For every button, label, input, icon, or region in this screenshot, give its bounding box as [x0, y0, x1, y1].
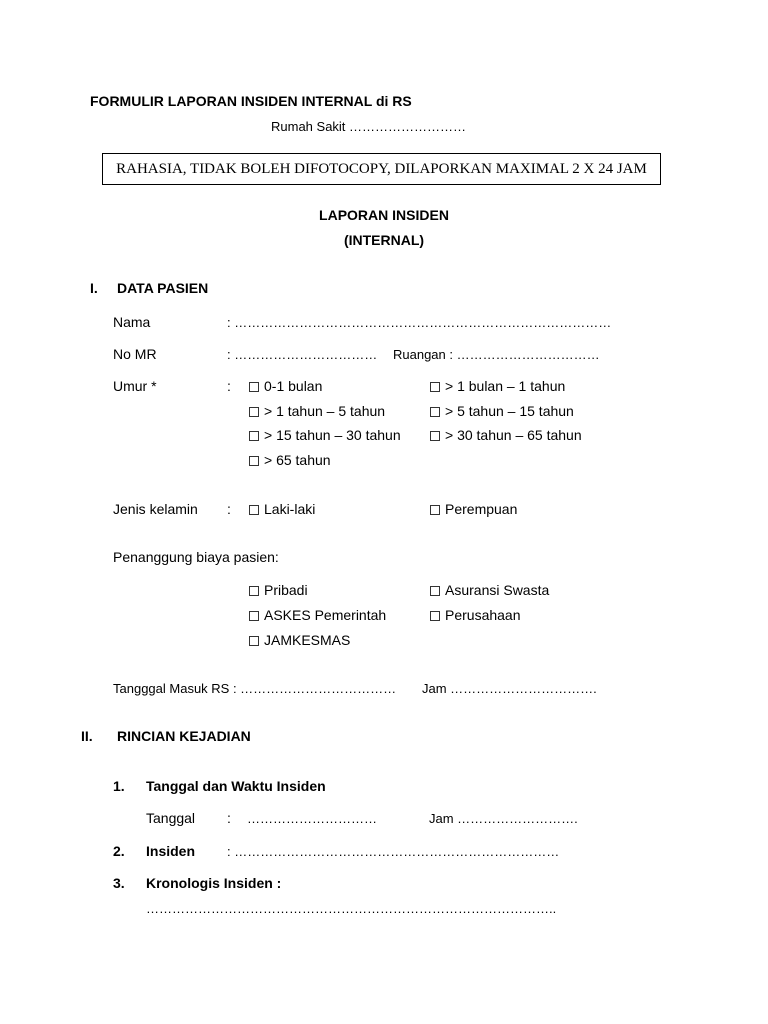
- section-2-number: II.: [81, 728, 93, 744]
- section-1-number: I.: [90, 280, 98, 296]
- jam-field: Jam ……………………….: [429, 811, 578, 826]
- payer-option-asuransi-swasta[interactable]: Asuransi Swasta: [430, 582, 549, 598]
- item-3-title: Kronologis Insiden :: [146, 875, 282, 891]
- gender-colon: :: [227, 501, 231, 517]
- tanggal-colon: :: [227, 810, 231, 826]
- checkbox-icon[interactable]: [249, 505, 259, 515]
- gender-option-laki-laki[interactable]: Laki-laki: [249, 501, 315, 517]
- gender-option-perempuan[interactable]: Perempuan: [430, 501, 517, 517]
- tanggal-masuk-field: Tangggal Masuk RS : ………………………………: [113, 681, 397, 696]
- report-subtitle: (INTERNAL): [343, 232, 425, 248]
- payer-option-askes[interactable]: ASKES Pemerintah: [249, 607, 386, 623]
- umur-option-5-15-tahun[interactable]: > 5 tahun – 15 tahun: [430, 403, 574, 419]
- nama-label: Nama: [113, 314, 151, 330]
- checkbox-icon[interactable]: [249, 382, 259, 392]
- ruangan-field: Ruangan : ……………………………: [393, 347, 600, 362]
- item-3-number: 3.: [113, 875, 125, 891]
- umur-option-30-65-tahun[interactable]: > 30 tahun – 65 tahun: [430, 427, 582, 443]
- checkbox-icon[interactable]: [249, 611, 259, 621]
- umur-option-1bulan-1tahun[interactable]: > 1 bulan – 1 tahun: [430, 378, 565, 394]
- checkbox-icon[interactable]: [430, 431, 440, 441]
- checkbox-icon[interactable]: [430, 382, 440, 392]
- checkbox-icon[interactable]: [249, 407, 259, 417]
- umur-option-0-1-bulan[interactable]: 0-1 bulan: [249, 378, 322, 394]
- insiden-field: : …………………………………………………………………: [227, 844, 560, 859]
- checkbox-icon[interactable]: [249, 586, 259, 596]
- gender-label: Jenis kelamin: [113, 501, 198, 517]
- item-2-title: Insiden: [146, 843, 196, 859]
- payer-option-pribadi[interactable]: Pribadi: [249, 582, 308, 598]
- hospital-name-field: Rumah Sakit ………………………: [271, 119, 467, 134]
- item-2-number: 2.: [113, 843, 125, 859]
- payer-label: Penanggung biaya pasien:: [113, 549, 279, 565]
- umur-option-15-30-tahun[interactable]: > 15 tahun – 30 tahun: [249, 427, 401, 443]
- item-1-number: 1.: [113, 778, 125, 794]
- umur-option-1-5-tahun[interactable]: > 1 tahun – 5 tahun: [249, 403, 385, 419]
- checkbox-icon[interactable]: [249, 431, 259, 441]
- umur-colon: :: [227, 378, 231, 394]
- umur-label: Umur *: [113, 378, 157, 394]
- checkbox-icon[interactable]: [430, 586, 440, 596]
- item-1-title: Tanggal dan Waktu Insiden: [146, 778, 326, 794]
- form-title: FORMULIR LAPORAN INSIDEN INTERNAL di RS: [90, 93, 412, 109]
- report-title: LAPORAN INSIDEN: [319, 207, 449, 223]
- nomr-field: : ……………………………: [227, 347, 378, 362]
- checkbox-icon[interactable]: [249, 636, 259, 646]
- nomr-label: No MR: [113, 346, 157, 362]
- checkbox-icon[interactable]: [430, 611, 440, 621]
- nama-field: : ……………………………………………………………………………: [227, 315, 612, 330]
- tanggal-field: …………………………: [247, 811, 377, 826]
- payer-option-jamkesmas[interactable]: JAMKESMAS: [249, 632, 350, 648]
- section-2-title: RINCIAN KEJADIAN: [117, 728, 251, 744]
- payer-option-perusahaan[interactable]: Perusahaan: [430, 607, 521, 623]
- confidential-notice: RAHASIA, TIDAK BOLEH DIFOTOCOPY, DILAPORKAN MAXIMAL 2 X 24 JAM: [102, 153, 661, 185]
- tanggal-label: Tanggal: [146, 810, 196, 826]
- umur-option-65-tahun[interactable]: > 65 tahun: [249, 452, 331, 468]
- checkbox-icon[interactable]: [249, 456, 259, 466]
- jam-masuk-field: Jam …………………………….: [422, 681, 597, 696]
- section-1-title: DATA PASIEN: [117, 280, 209, 296]
- checkbox-icon[interactable]: [430, 407, 440, 417]
- checkbox-icon[interactable]: [430, 505, 440, 515]
- kronologis-field: …………………………………………………………………………………..: [146, 901, 557, 916]
